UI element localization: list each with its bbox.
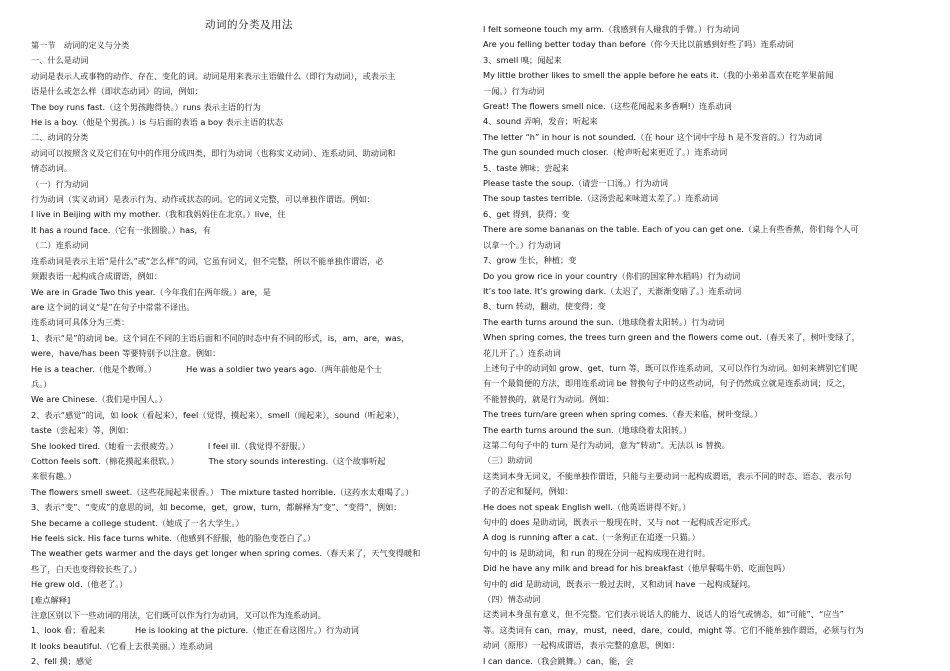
left-text-segment: He is looking at the picture.（他正在看这图片。）行为动词 [134, 625, 359, 636]
right-text-line: Are you felling better today than before（你今天比以前感到好些了吗）连系动词 [483, 39, 794, 50]
right-text-line: Do you grow rice in your country（你们的国家种水稻吗）行为动词 [483, 270, 741, 281]
left-text-segment: 1、look 看；看起来 [31, 625, 105, 636]
left-text-line: I live in Beijing with my mother.（我和我妈妈住在北京。）live，住 [31, 209, 286, 220]
right-text-line: The letter “h” in hour is not sounded.（在 hour 这个词中字母 h 是不发音的。）行为动词 [483, 131, 822, 142]
left-column [31, 38, 471, 670]
right-text-line: The soup tastes terrible.（这汤尝起来味道太差了。）连系动词 [483, 193, 719, 204]
left-text-line: We are in Grade Two this year.（今年我们在两年级。）are，是 [31, 286, 271, 297]
left-text-line: 些了，白天也变得较长些了。） [31, 563, 142, 574]
right-text-line: I can dance.（我会跳舞。）can，能，会 [483, 655, 634, 666]
left-text-segment: The story sounds interesting.（这个故事听起 [208, 455, 386, 466]
left-text-line: It looks beautiful.（它看上去很美丽。）连系动词 [31, 640, 213, 651]
right-text-line: 句中的 did 是助动词，既表示一般过去时，又和动词 have 一起构成疑问。 [483, 578, 756, 589]
left-text-line: 兵。） [31, 378, 52, 389]
left-text-line: He grew old.（他老了。） [31, 579, 128, 590]
left-text-line: 1、表示“是”的动词 be。这个词在不同的主语后面和不同的时态中有不同的形式，is，am，are，was， [31, 332, 410, 343]
left-text-line: 连系动词可具体分为三类： [31, 317, 130, 328]
right-text-line: I felt someone touch my arm.（我感到有人碰我的手臂。）行为动词 [483, 24, 740, 34]
left-text-line: 连系动词是表示主语“是什么”或“怎么样”的词，它虽有词义，但不完整，所以不能单独作谓语，必 [31, 255, 384, 266]
right-text-line: The earth turns around the sun.（地球绕着太阳转。）行为动词 [483, 316, 725, 327]
right-text-line: The earth turns around the sun.（地球绕着太阳转。） [483, 424, 692, 435]
left-text-segment: Cotton feels soft.（棉花摸起来很软。） [31, 455, 179, 466]
left-text-line: 须跟表语一起构成合成谓语，例如： [31, 271, 163, 282]
left-text-line: 一、什么是动词 [31, 55, 89, 66]
right-text-line: 7、grow 生长，种植；变 [483, 255, 577, 266]
left-text-line: 二、动词的分类 [31, 132, 89, 143]
right-text-line: My little brother likes to smell the apple before he eats it.（我的小弟弟喜欢在吃苹果前闻 [483, 70, 834, 81]
right-text-line: 以拿一个。）行为动词 [483, 239, 561, 250]
right-text-line: It’s too late. It’s growing dark.（太迟了，天渐渐变暗了。）连系动词 [483, 285, 742, 296]
left-text-line: 行为动词（实义动词）是表示行为、动作或状态的词。它的词义完整，可以单独作谓语。例如： [31, 194, 375, 205]
right-text-line: 动词（原形）一起构成谓语，表示完整的意思，例如： [483, 640, 680, 651]
right-text-line: Did he have any milk and bread for his breakfast（他早餐喝牛奶、吃面包吗） [483, 563, 790, 574]
left-text-line: We are Chinese.（我们是中国人。） [31, 394, 167, 405]
left-text-line: 3、表示“变”、“变成”的意思的词，如 become，get，grow，turn，都解释为“变”、“变得”，例如： [31, 502, 402, 513]
right-text-line: 这类词本身无词义，不能单独作谓语，只能与主要动词一起构成谓语，表示不同的时态、语态、表示句 [483, 470, 852, 481]
left-text-segment: She looked tired.（她看一去很疲劳。） [31, 440, 178, 451]
left-text-line [31, 362, 471, 377]
right-text-line: 3、smell 嗅；闻起来 [483, 54, 562, 65]
left-text-line: taste（尝起来）等，例如： [31, 425, 134, 436]
left-text-line: 2、表示“感觉”的词，如 look（看起来），feel（觉得，摸起来），smell（闻起来），sound（听起来）， [31, 409, 405, 420]
left-text-line: It has a round face.（它有一张圆脸。）has，有 [31, 224, 211, 235]
right-column [483, 22, 928, 669]
left-text-line: The weather gets warmer and the days get longer when spring comes.（春天来了，天气变得暖和 [31, 548, 421, 559]
right-text-line: 有一个最简便的方法，即用连系动词 be 替换句子中的这些动词，句子仍然成立就是连系动词；反之， [483, 378, 851, 389]
right-text-line: 子的否定和疑问，例如： [483, 486, 574, 497]
right-text-line: 句中的 does 是助动词，既表示一般现在时，又与 not 一起构成否定形式。 [483, 517, 756, 527]
right-text-line: 不能替换的，就是行为动词。例如： [483, 393, 615, 404]
right-text-line: 等。这类词有 can，may，must，need，dare，could，might 等。它们不能单独作谓语，必须与行为 [483, 624, 864, 635]
right-text-line: There are some bananas on the table. Each of you can get one.（桌上有些香蕉，你们每个人可 [483, 224, 859, 235]
right-text-line: 句中的 is 是助动词，和 run 的现在分词一起构成现在进行时。 [483, 547, 711, 558]
left-text-line: 来很有趣。） [31, 471, 77, 482]
left-text-line: The boy runs fast.（这个男孩跑得快。）runs 表示主语的行为 [31, 101, 261, 112]
left-text-line: [难点解释] [31, 594, 71, 605]
right-text-line: 4、sound 弄响，发音；听起来 [483, 116, 598, 127]
left-text-line: 第一节 动词的定义与分类 [31, 40, 130, 50]
left-text-line [31, 454, 471, 469]
right-text-line: （三）助动词 [483, 455, 533, 466]
left-text-line: 情态动词。 [31, 163, 72, 174]
left-text-line: 注意区别以下一些动词的用法，它们既可以作为行为动词，又可以作为连系动词。 [31, 610, 326, 621]
left-text-segment: He was a soldier two years ago.（两年前他是个士 [186, 363, 383, 374]
right-text-line: 这类词本身虽有意义，但不完整。它们表示说话人的能力、说话人的语气或情态，如“可能”、“应当” [483, 609, 844, 620]
left-text-line: were，have/has been 等要特别予以注意。例如： [31, 348, 221, 359]
right-text-line: 6、get 得到，获得；变 [483, 208, 570, 219]
right-text-line: 这第二句句子中的 turn 是行为动词，意为“转动”。无法以 is 替换。 [483, 439, 730, 450]
right-text-line: A dog is running after a cat.（一条狗正在追逐一只猫。） [483, 532, 700, 543]
right-text-line: 8、turn 转动，翻动，使变得；变 [483, 301, 606, 312]
right-text-line: 上述句子中的动词如 grow、get、turn 等，既可以作连系动词，又可以作行为动词。如何来辨别它们呢 [483, 362, 858, 373]
left-text-line: 动词是表示人或事物的动作、存在、变化的词。动词是用来表示主语做什么（即行为动词），或表示主 [31, 70, 396, 81]
left-text-line [31, 439, 471, 454]
right-text-line: 花儿开了。）连系动词 [483, 347, 561, 358]
right-text-line: （四）情态动词 [483, 594, 541, 605]
right-text-line: Great! The flowers smell nice.（这些花闻起来多香啊!）连系动词 [483, 101, 732, 112]
left-text-line: 2、fell 摸；感觉 [31, 656, 93, 667]
right-text-line: When spring comes, the trees turn green and the flowers come out.（春天来了，树叶变绿了， [483, 332, 860, 343]
left-text-line [31, 623, 471, 638]
left-text-line: 动词可以按照含义及它们在句中的作用分成四类，即行为动词（也称实义动词）、连系动词、助动词和 [31, 147, 396, 158]
right-text-line: The trees turn/are green when spring comes.（春天来临，树叶变绿。） [483, 409, 763, 420]
left-text-line: are 这个词的词义“是”在句子中常常不译出。 [31, 301, 195, 312]
document-title: 动词的分类及用法 [205, 19, 293, 31]
left-text-line: She became a college student.（她成了一名大学生。） [31, 517, 244, 528]
right-text-line: 5、taste 辨味；尝起来 [483, 162, 569, 173]
left-text-line: He is a boy.（他是个男孩。）is 与后面的表语 a boy 表示主语的状态 [31, 117, 283, 128]
right-text-line: Please taste the soup.（请尝一口汤。）行为动词 [483, 178, 668, 189]
left-text-line: （一）行为动词 [31, 178, 89, 189]
right-text-line: The gun sounded much closer.（枪声听起来更近了。）连系动词 [483, 147, 728, 158]
left-text-line: 语是什么或怎么样（即状态动词）的词，例如： [31, 86, 203, 97]
left-text-line: （二）连系动词 [31, 240, 89, 251]
left-text-segment: I feel ill.（我觉得不舒服。） [207, 440, 310, 451]
left-text-segment: He is a teacher.（他是个教师。） [31, 363, 157, 374]
right-text-line: 一闻。）行为动词 [483, 85, 545, 96]
right-text-line: He does not speak English well.（他英语讲得不好。） [483, 501, 691, 512]
left-text-line: The flowers smell sweet.（这些花闻起来很香。） The mixture tasted horrible.（这药水太难喝了。） [31, 486, 414, 497]
left-text-line: He feels sick. His face turns white.（他感到不舒服，他的脸色变苍白了。） [31, 533, 316, 543]
